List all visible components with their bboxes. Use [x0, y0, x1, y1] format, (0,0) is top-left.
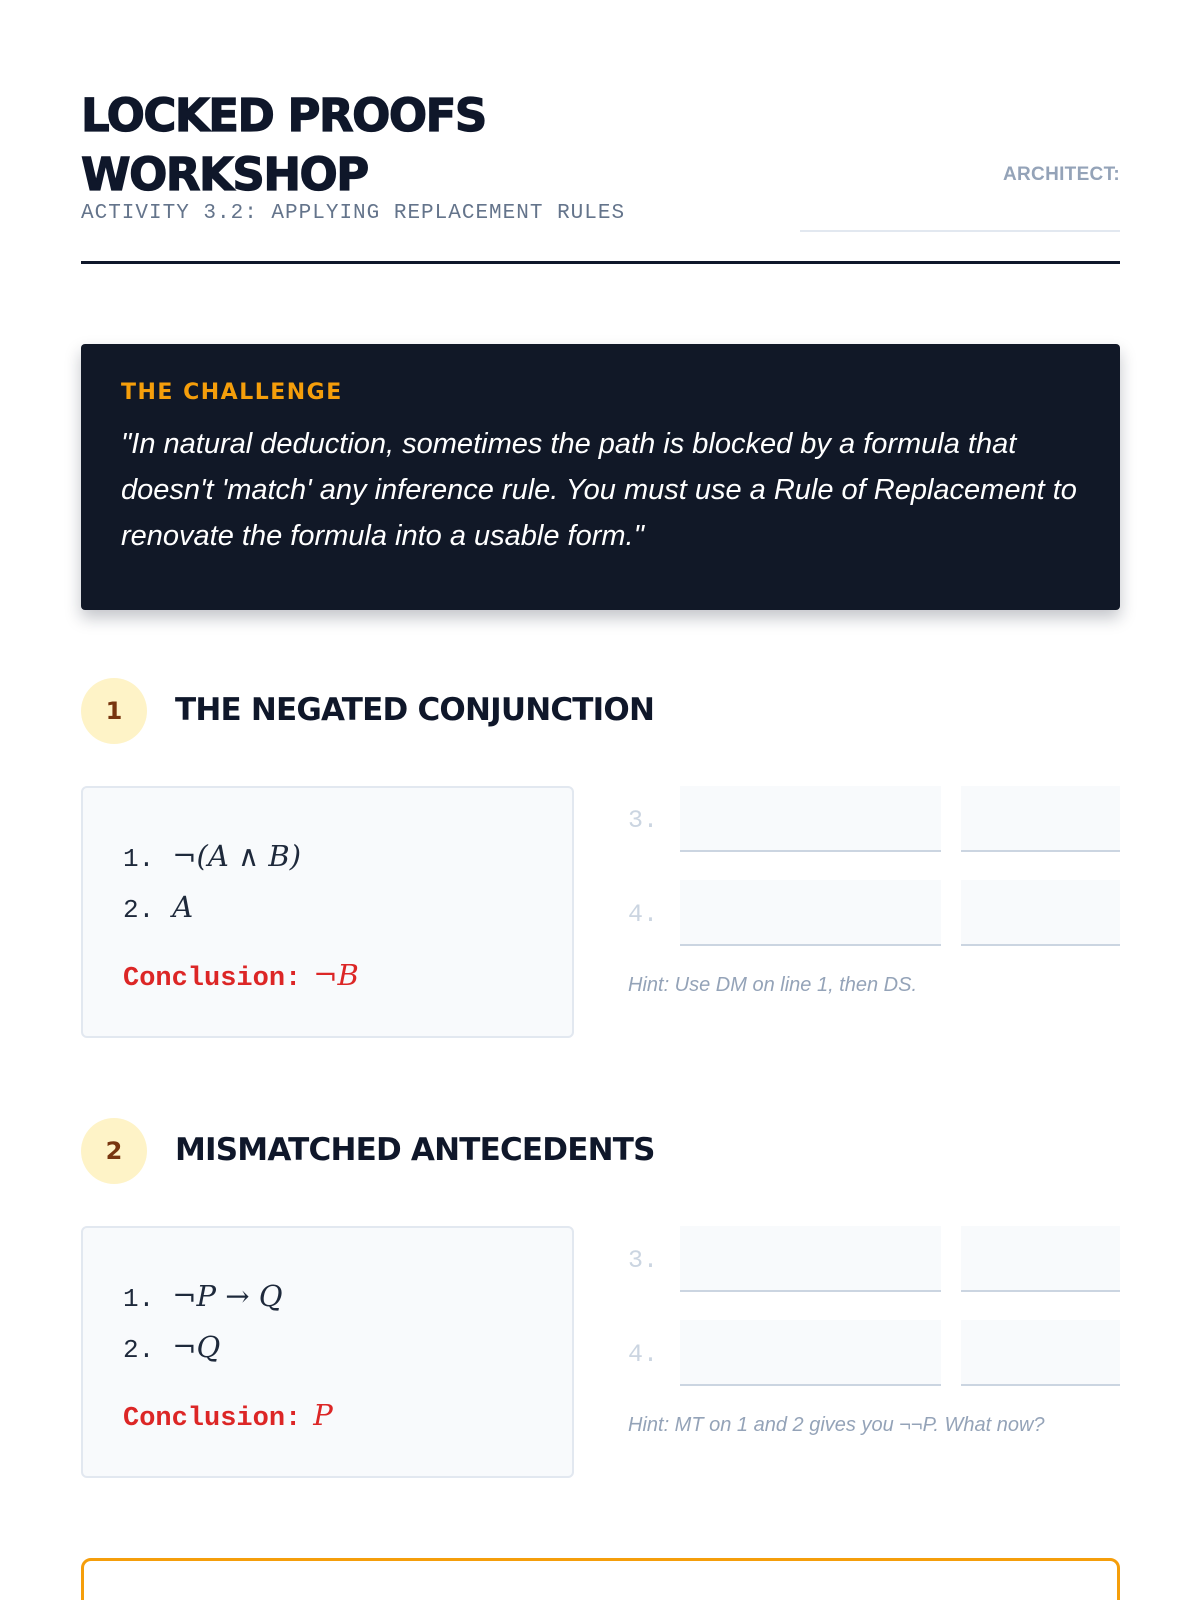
next-section-box: [81, 1558, 1120, 1600]
premise-number: 2.: [123, 895, 155, 925]
proof-formula-field[interactable]: [680, 1320, 941, 1386]
proof-line-number: 4.: [628, 900, 659, 929]
proof-justification-field[interactable]: [961, 880, 1120, 946]
worksheet-page: [81, 0, 1120, 1600]
premise-number: 1.: [123, 844, 155, 874]
premise-line: [123, 883, 532, 934]
premise-formula: ¬P → Q: [172, 1279, 283, 1313]
premise-number: 2.: [123, 1335, 155, 1365]
page-title: [81, 86, 601, 204]
problem-1-premises: [81, 786, 574, 1038]
proof-formula-field[interactable]: [680, 1226, 941, 1292]
proof-line-number: 3.: [628, 1246, 659, 1275]
header: [81, 86, 1120, 264]
proof-justification-field[interactable]: [961, 1226, 1120, 1292]
conclusion: [123, 1398, 532, 1434]
architect-name-field[interactable]: [800, 230, 1120, 232]
problem-1-work-area: [628, 786, 1120, 997]
conclusion-label: Conclusion:: [123, 1404, 302, 1434]
proof-line-row: [628, 786, 1120, 852]
proof-justification-field[interactable]: [961, 1320, 1120, 1386]
premise-line: [123, 1272, 532, 1323]
architect-label: ARCHITECT:: [1003, 164, 1120, 185]
conclusion-label: Conclusion:: [123, 964, 302, 994]
proof-formula-field[interactable]: [680, 880, 941, 946]
proof-line-row: [628, 1320, 1120, 1386]
problem-number-badge: 2: [81, 1118, 147, 1184]
hint-text: Hint: Use DM on line 1, then DS.: [628, 974, 918, 996]
problem-2-premises: [81, 1226, 574, 1478]
premise-formula: A: [172, 890, 194, 924]
problem-2-header: [81, 1118, 1120, 1184]
proof-line-number: 3.: [628, 806, 659, 835]
conclusion-formula: P: [313, 1398, 333, 1432]
proof-line-row: [628, 1226, 1120, 1292]
challenge-label: THE CHALLENGE: [121, 380, 343, 405]
proof-line-number: 4.: [628, 1340, 659, 1369]
problem-title: THE NEGATED CONJUNCTION: [175, 692, 655, 728]
title-line-2: WORKSHOP: [81, 148, 368, 201]
title-line-1: LOCKED PROOFS: [81, 89, 486, 142]
premise-number: 1.: [123, 1284, 155, 1314]
proof-formula-field[interactable]: [680, 786, 941, 852]
hint-text: Hint: MT on 1 and 2 gives you ¬¬P. What now?: [628, 1414, 1045, 1436]
challenge-box: [81, 344, 1120, 610]
challenge-quote: "In natural deduction, sometimes the path is blocked by a formula that doesn't 'match' any inference rule. You must use a Rule of Replacement to renovate the formula into a usable form.": [121, 428, 1077, 552]
premise-formula: ¬Q: [172, 1330, 221, 1364]
premise-line: [123, 832, 532, 883]
conclusion-formula: ¬B: [313, 958, 359, 992]
conclusion: [123, 958, 532, 994]
proof-justification-field[interactable]: [961, 786, 1120, 852]
activity-subtitle: ACTIVITY 3.2: APPLYING REPLACEMENT RULES: [81, 202, 626, 225]
premise-line: [123, 1323, 532, 1374]
proof-line-row: [628, 880, 1120, 946]
problem-2-work-area: [628, 1226, 1120, 1437]
problem-number-badge: 1: [81, 678, 147, 744]
problem-1-header: [81, 678, 1120, 744]
premise-formula: ¬(A ∧ B): [172, 839, 302, 873]
problem-title: MISMATCHED ANTECEDENTS: [175, 1132, 655, 1168]
